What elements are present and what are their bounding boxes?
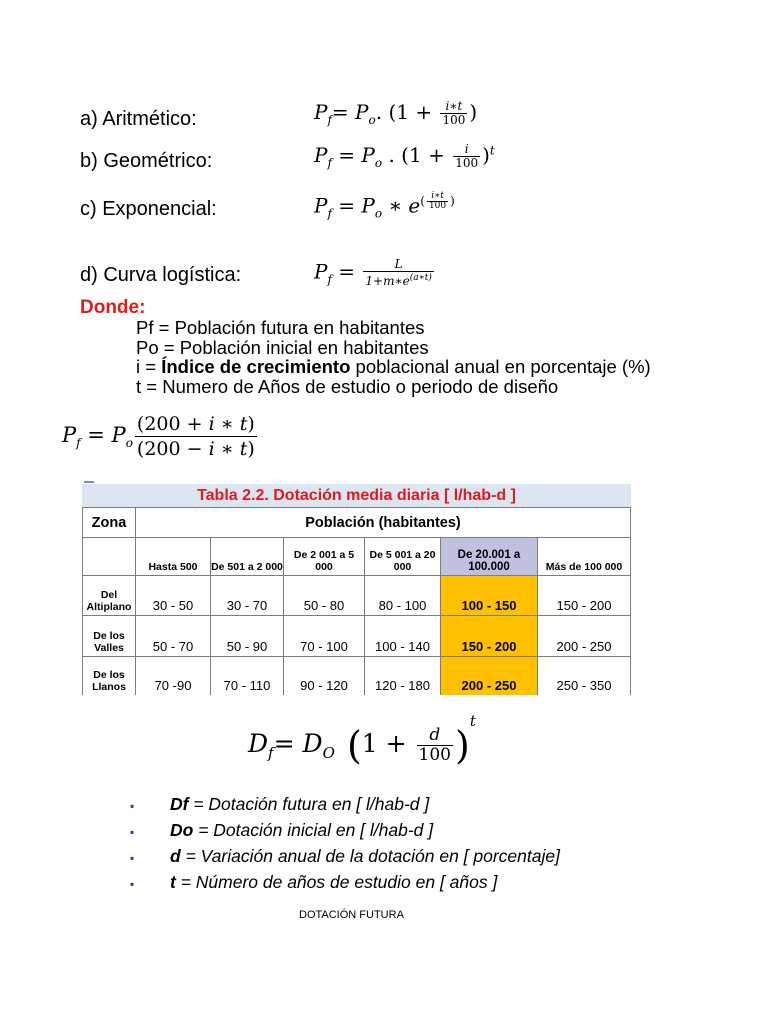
term: d <box>170 846 181 866</box>
definition-po: Po = Población inicial en habitantes <box>136 336 429 358</box>
table-cell: 200 - 250 <box>538 616 631 657</box>
bullet-icon: ▪ <box>130 877 135 891</box>
list-item <box>130 791 560 817</box>
term: Df <box>170 794 189 814</box>
definition-i-bold: Índice de crecimiento <box>161 356 351 377</box>
table-cell-highlighted: 150 - 200 <box>441 616 538 657</box>
formula-exponential: $P_f = P_o$ ∗ $e^{( \frac{i∗t}{100} )}$ <box>314 191 455 221</box>
table-cell: 70 -90 <box>136 657 211 695</box>
method-label-logistic: d) Curva logística: <box>80 264 242 286</box>
col-header-highlighted: De 20.001 a 100.000 <box>441 538 538 576</box>
caption: DOTACIÓN FUTURA <box>299 909 404 921</box>
table-cell: 70 - 110 <box>211 657 284 695</box>
definitions-block <box>136 318 651 396</box>
definition-t: t = Numero de Años de estudio o periodo de diseño <box>136 375 559 397</box>
poblacion-header: Población (habitantes) <box>136 508 631 538</box>
col-header: Hasta 500 <box>136 538 211 576</box>
formula-geometric: $P_f = P_o$ . (1 + $\frac{i}{100}$ )$^t$ <box>314 142 495 170</box>
term: t <box>170 872 176 892</box>
list-item <box>130 817 560 843</box>
zone-cell: Del Altiplano <box>83 576 136 616</box>
table-cell: 100 - 140 <box>365 616 441 657</box>
table-cell: 70 - 100 <box>284 616 365 657</box>
table-cell: 90 - 120 <box>284 657 365 695</box>
term-description: = Número de años de estudio en [ años ] <box>175 872 498 892</box>
table-cell-highlighted: 200 - 250 <box>441 657 538 695</box>
term: Do <box>170 820 194 840</box>
zone-cell: De los Llanos <box>83 657 136 695</box>
table-cell: 50 - 90 <box>211 616 284 657</box>
table-cell: 50 - 80 <box>284 576 365 616</box>
term-description: = Dotación futura en [ l/hab-d ] <box>188 794 430 814</box>
col-header: De 501 a 2 000 <box>211 538 284 576</box>
term-description: = Dotación inicial en [ l/hab-d ] <box>193 820 434 840</box>
table-cell: 120 - 180 <box>365 657 441 695</box>
table-cell: 80 - 100 <box>365 576 441 616</box>
definition-pf: Pf = Población futura en habitantes <box>136 317 425 338</box>
method-label-exponential: c) Exponencial: <box>80 198 217 220</box>
formula-arithmetic: $P_f= P_o$. (1 + $\frac{i∗t}{100}$ ) <box>314 99 478 127</box>
term-description: = Variación anual de la dotación en [ porcentaje] <box>180 846 560 866</box>
definition-i <box>136 357 651 377</box>
table-cell: 250 - 350 <box>538 657 631 695</box>
definition-i-rest: poblacional anual en porcentaje (%) <box>350 356 651 377</box>
table-cell: 30 - 70 <box>211 576 284 616</box>
table-cell: 30 - 50 <box>136 576 211 616</box>
table-cell: 150 - 200 <box>538 576 631 616</box>
header-empty-cell <box>83 538 136 576</box>
table-title: Tabla 2.2. Dotación media diaria [ l/hab-d ] <box>197 487 516 504</box>
formula-logistic: $P_f$ = $\frac{L}{1+m∗e^{(a∗t)}}$ <box>314 257 432 288</box>
col-header: De 5 001 a 20 000 <box>365 538 441 576</box>
bullet-icon: ▪ <box>130 851 135 865</box>
variable-list <box>130 791 560 895</box>
col-header: Más de 100 000 <box>538 538 631 576</box>
definition-i-prefix: i = <box>136 356 162 377</box>
table-cell: 50 - 70 <box>136 616 211 657</box>
bullet-icon: ▪ <box>130 825 135 839</box>
banner-dash <box>84 481 94 483</box>
method-label-geometric: b) Geométrico: <box>80 150 213 172</box>
list-item <box>130 843 560 869</box>
donde-title: Donde: <box>80 297 146 318</box>
method-label-arithmetic: a) Aritmético: <box>80 108 197 130</box>
zona-header: Zona <box>83 508 136 538</box>
list-item <box>130 869 560 895</box>
zone-cell: De los Valles <box>83 616 136 657</box>
table-banner <box>82 484 631 507</box>
table-cell-highlighted: 100 - 150 <box>441 576 538 616</box>
formula-population-ratio: $P_f = P_o$ $\frac{(200 + i ∗ t)}{(200 - i ∗ t)}$ <box>62 413 255 460</box>
dotacion-table <box>82 507 631 695</box>
formula-future-dotation: $D_f= D_O$ (1 + $\frac{d}{100}$ )$^t$ <box>248 712 476 768</box>
bullet-icon: ▪ <box>130 799 135 813</box>
col-header: De 2 001 a 5 000 <box>284 538 365 576</box>
